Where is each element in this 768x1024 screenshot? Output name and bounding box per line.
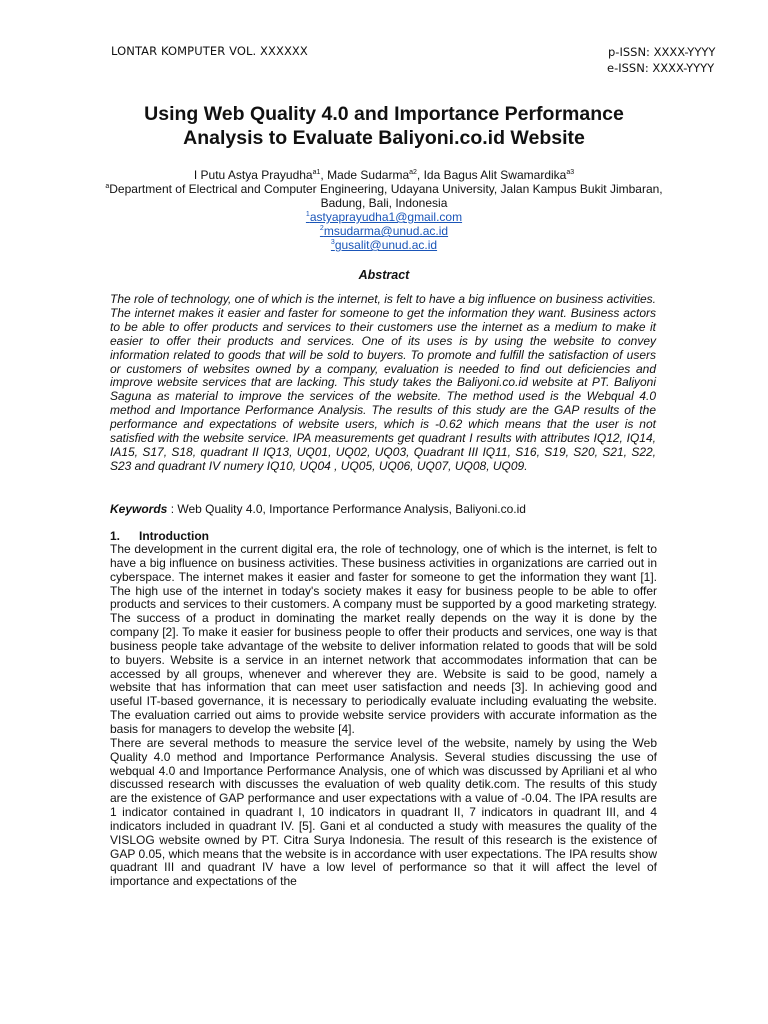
section-heading: [110, 529, 209, 543]
author-3-sup: a3: [566, 169, 575, 176]
email-2-line: [100, 224, 668, 238]
author-3: , Ida Bagus Alit Swamardika: [416, 168, 567, 182]
author-1: I Putu Astya Prayudha: [193, 168, 313, 182]
paragraph-1: The development in the current digital era, the role of technology, one of which is the internet, is felt to have a big influence on business activities. These business activities in organizations are carried out in cyberspace. The internet makes it easier and faster for someone to get the information they want [1]. The high use of the internet in today's society makes it easy for business people to be able to offer products and services to their customers. A company must be supported by a good marketing strategy. The success of a product in dominating the market really depends on the way it is done by the company [2]. To make it easier for business people to offer their products and services, one way is that business people take advantage of the website to deliver information related to goods that will be sold to buyers. Website is a service in an internet network that accommodates information that can be accessed by all groups, whenever and wherever they are. Website is said to be good, namely a website that has information that can meet user satisfaction and needs [3]. In achieving good and useful IT-based governance, it is necessary to periodically evaluate including evaluating the website. The evaluation carried out aims to provide website service providers with accurate information as the basis for managers to develop the website [4].: [110, 542, 657, 736]
email-1-line: [100, 210, 668, 224]
keywords-text: : Web Quality 4.0, Importance Performance Analysis, Baliyoni.co.id: [167, 502, 526, 516]
e-issn: e-ISSN: XXXX-YYYY: [607, 61, 715, 75]
author-block: [100, 168, 668, 252]
email-link-1[interactable]: $^1$astyaprayudha1@gmail.com: [305, 210, 463, 224]
keywords-label: Keywords: [110, 502, 168, 516]
affiliation-sup: a: [105, 183, 110, 190]
author-1-sup: a1: [312, 169, 321, 176]
affiliation: $^a$Department of Electrical and Computer Engineering, Udayana University, Jalan Kampus Bukit Jimbaran, Badung, Bali, Indonesia: [105, 182, 663, 210]
author-2-sup: a2: [409, 169, 417, 176]
email-link-3[interactable]: $^3$gusalit@unud.ac.id: [330, 238, 438, 252]
section-number: 1.: [110, 529, 121, 543]
keywords-line: [110, 502, 656, 516]
section-title: Introduction: [139, 529, 209, 543]
abstract-heading: Abstract: [358, 268, 410, 282]
paragraph-2: There are several methods to measure the service level of the website, namely by using the Web Quality 4.0 method and Importance Performance Analysis. Several studies discussing the use of webqual 4.0 and Importance Performance Analysis, one of which was discussed by Apriliani et al who discussed research with discusses the evaluation of web quality detik.com. The results of this study are the existence of GAP performance and user expectations with a value of -0.04. The IPA results are 1 indicator contained in quadrant I, 10 indicators in quadrant II, 7 indicators in quadrant III, and 4 indicators included in quadrant IV. [5]. Gani et al conducted a study with measures the quality of the VISLOG website owned by PT. Citra Surya Indonesia. The result of this research is the existence of GAP 0.05, which means that the website is in accordance with user expectations. The IPA results show quadrant III and quadrant IV have a low level of performance so that it will affect the level of importance and expectations of the: [110, 735, 657, 889]
author-2: , Made Sudarma: [320, 168, 410, 182]
abstract-text: The role of technology, one of which is the internet, is felt to have a big influence on business activities. The internet makes it easier and faster for someone to get the information they want. Business actors to be able to offer products and services to their customers use the internet as a medium to make it easier to offer their products and services. One of its uses is by using the website to convey information related to goods that will be sold to buyers. To promote and fulfill the satisfaction of users or customers of websites owned by a company, evaluation is needed to find out deficiencies and improve website services that are lacking. This study takes the Baliyoni.co.id website at PT. Baliyoni Saguna as material to improve the services of the website. The method used is the Webqual 4.0 method and Importance Performance Analysis. The results of this study are the GAP results of the performance and expectations of website users, which is -0.62 which means that the user is not satisfied with the website service. IPA measurements get quadrant I results with attributes IQ12, IQ14, IA15, S17, S18, quadrant II IQ13, UQ01, UQ02, UQ03, Quadrant III IQ11, S16, S19, S20, S21, S22, S23 and quadrant IV numery IQ10, UQ04 , UQ05, UQ06, UQ07, UQ08, UQ09.: [110, 292, 656, 473]
paper-title: [100, 102, 668, 150]
email-link-2[interactable]: $^2$msudarma@unud.ac.id: [319, 224, 449, 238]
introduction-body: [110, 543, 657, 889]
journal-header: LONTAR KOMPUTER VOL. XXXXXX: [111, 44, 308, 58]
email-3-line: [100, 238, 668, 252]
p-issn: p-ISSN: XXXX-YYYY: [608, 45, 716, 59]
title-line-1: Using Web Quality 4.0 and Importance Performance: [144, 103, 624, 125]
author-list: [100, 168, 668, 182]
title-line-2: Analysis to Evaluate Baliyoni.co.id Website: [183, 127, 585, 149]
issn-block: [608, 44, 715, 76]
